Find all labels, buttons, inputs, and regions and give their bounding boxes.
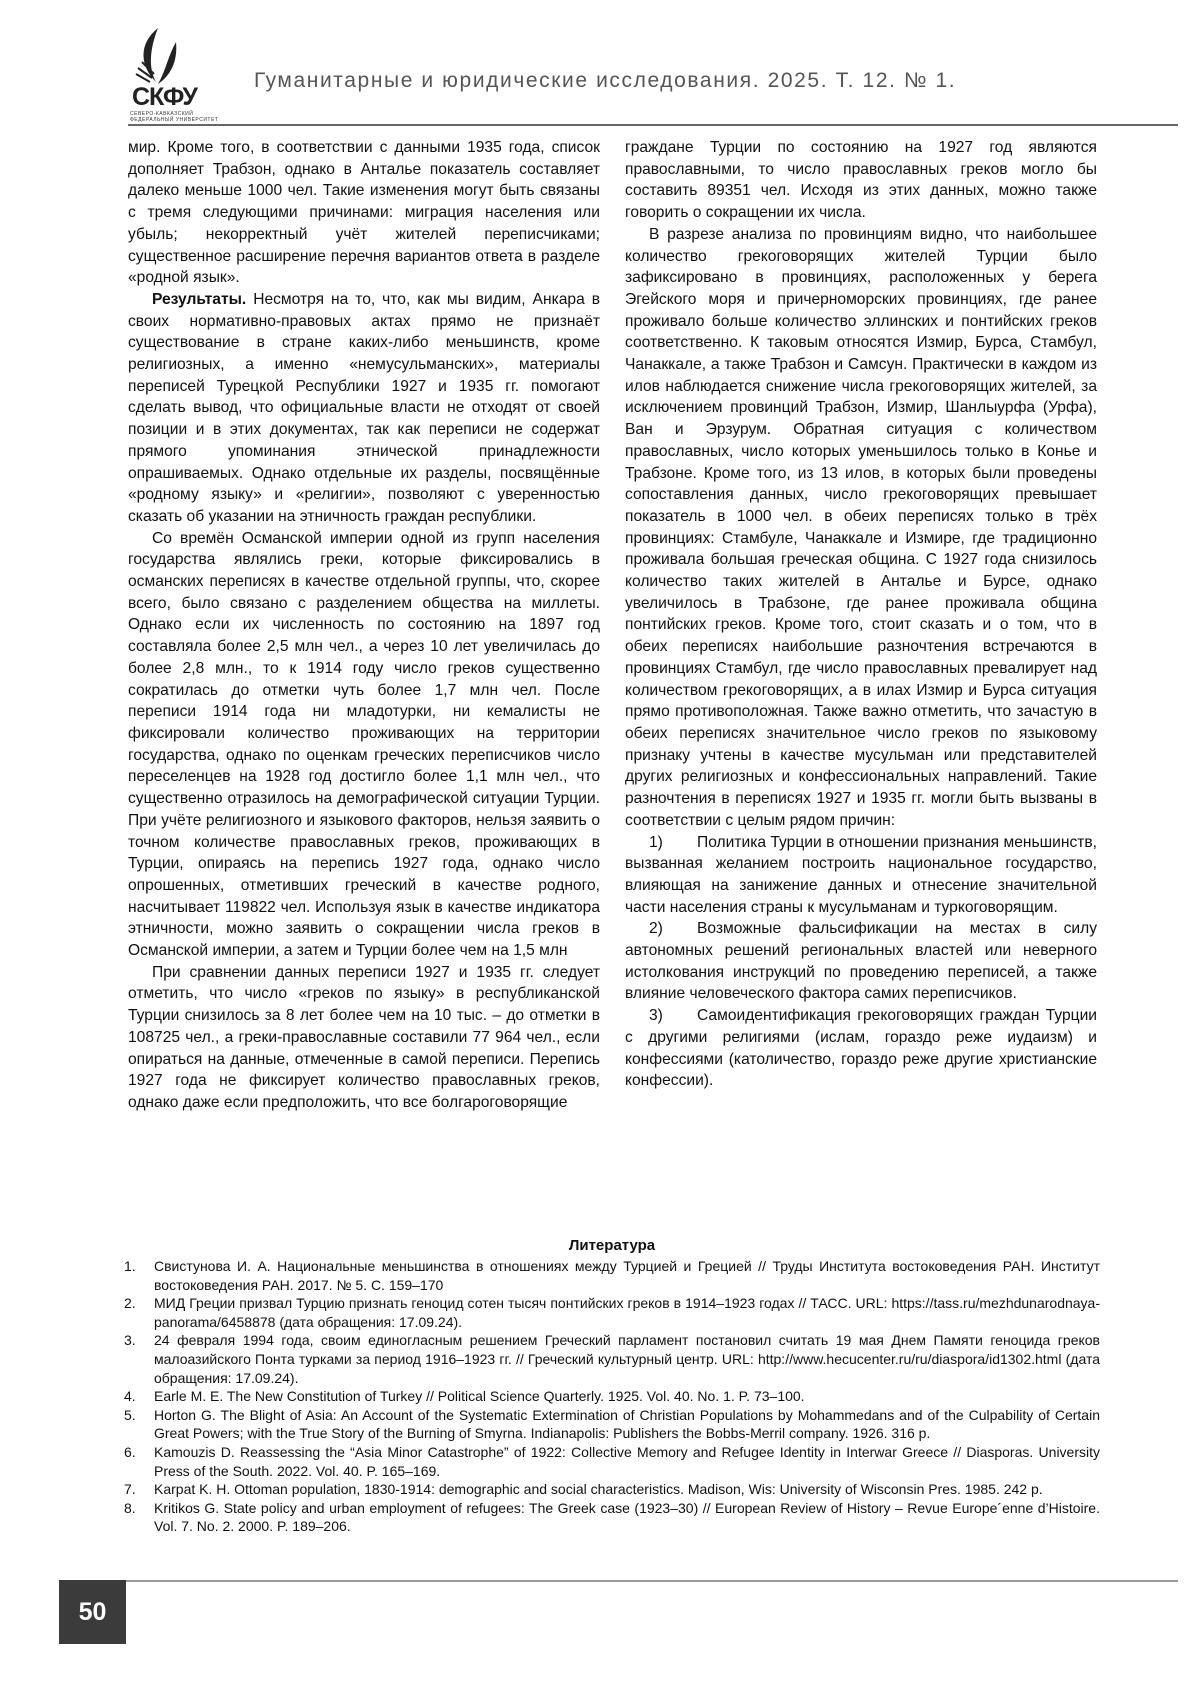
- paragraph-text: Несмотря на то, что, как мы видим, Анкара в своих нормативно-правовых актах прямо не признаёт существование в стране каких-либо меньшинств, кроме религиозных, а именно «немусульманских», материалы переписей Турецкой Республики 1927 и 1935 гг. помогают сделать вывод, что официальные власти не отходят от своей позиции и в этих документах, так как переписи не содержат прямого упоминания этнической принадлежности опрашиваемых. Однако отдельные их разделы, посвящённые «родному языку» и «религии», позволяют с уверенностью сказать об указании на этничность граждан республики.: [128, 291, 600, 525]
- reference-item: [124, 1480, 1100, 1499]
- reference-item: [124, 1294, 1100, 1331]
- reference-text: Kritikos G. State policy and urban employment of refugees: The Greek case (1923–30) // European Review of History – Revue Europe´enne d’Histoire. Vol. 7. No. 2. 2000. P. 189–206.: [154, 1500, 1100, 1535]
- left-column: [128, 137, 600, 1114]
- paragraph: В разрезе анализа по провинциям видно, что наибольшее количество грекоговорящих жителей Турции было зафиксировано в провинциях, расположенных у берега Эгейского моря и причерноморских провинциях, где ранее проживало больше количество эллинских и понтийских греков соответственно. К таковым относятся Измир, Бурса, Стамбул, Чанаккале, а также Трабзон и Самсун. Практически в каждом из илов наблюдается снижение числа грекоговорящих жителей, за исключением провинций Трабзон, Измир, Шанлыурфа (Урфа), Ван и Эрзурум. Обратная ситуация с количеством православных, число которых уменьшилось только в Конье и Трабзоне. Кроме того, из 13 илов, в которых были проведены сопоставления данных, число грекоговорящих превышает показатель в 1000 чел. в обеих переписях только в трёх провинциях: Стамбуле, Чанаккале и Измире, где традиционно проживала большая греческая община. С 1927 года снизилось количество таких жителей в Анталье и Бурсе, однако увеличилось в Трабзоне, где ранее проживала община понтийских греков. Кроме того, стоит сказать и о том, что в обеих переписях наибольшие разночтения встречаются в провинциях Стамбул, где число православных превалирует над количеством грекоговорящих, а в илах Измир и Бурса ситуация прямо противоположная. Также важно отметить, что зачастую в обеих переписях значительное число греков по языковому признаку учтены в качестве мусульман или представителей других религиозных и конфессиональных направлений. Такие разночтения в переписях 1927 и 1935 гг. могли быть вызваны в соответствии с целым рядом причин:: [625, 224, 1097, 832]
- list-item: [625, 1005, 1097, 1092]
- logo-subtitle: СЕВЕРО-КАВКАЗСКИЙ ФЕДЕРАЛЬНЫЙ УНИВЕРСИТЕТ: [130, 111, 230, 123]
- header-divider: [128, 124, 1178, 126]
- list-number: 2): [649, 918, 697, 940]
- phoenix-logo-icon: [128, 26, 238, 88]
- paragraph: [128, 289, 600, 528]
- reference-text: Horton G. The Blight of Asia: An Account of the Systematic Extermination of Christian Populations by Mohammedans and of the Culpability of Certain Great Powers; with the True Story of the Burning of Smyrna. Indianapolis: Publishers the Bobbs-Merril company. 1926. 316 p.: [154, 1407, 1100, 1442]
- reference-item: [124, 1257, 1100, 1294]
- page-number: 50: [59, 1580, 126, 1644]
- list-number: 3): [649, 1005, 697, 1027]
- reference-text: МИД Греции призвал Турцию признать геноцид сотен тысяч понтийских греков в 1914–1923 годах // ТАСС. URL: https://tass.ru/mezhdunarodnaya-panorama/6458878 (дата обращения: 17.09.24).: [154, 1295, 1100, 1330]
- list-item: [625, 918, 1097, 1005]
- results-heading: Результаты.: [152, 291, 246, 308]
- reference-number: 1.: [124, 1257, 136, 1276]
- references-title: Литература: [124, 1236, 1100, 1255]
- list-text: Возможные фальсификации на местах в силу автономных решений региональных властей или неверного истолкования инструкций по проведению переписей, а также влияние человеческого фактора самих переписчиков.: [625, 920, 1097, 1002]
- right-column: [625, 137, 1097, 1092]
- list-item: [625, 832, 1097, 919]
- reference-number: 7.: [124, 1480, 136, 1499]
- reference-text: Kamouzis D. Reassessing the “Asia Minor Catastrophe” of 1922: Collective Memory and Refugee Identity in Interwar Greece // Diasporas. University Press of the South. 2022. Vol. 40. P. 165–169.: [154, 1444, 1100, 1479]
- reference-number: 2.: [124, 1294, 136, 1313]
- list-text: Самоидентификация грекоговорящих граждан Турции с другими религиями (ислам, гораздо реже иудаизм) и конфессиями (католичество, гораздо реже другие христианские конфессии).: [625, 1007, 1097, 1089]
- reference-number: 3.: [124, 1331, 136, 1350]
- paragraph: мир. Кроме того, в соответствии с данными 1935 года, список дополняет Трабзон, однако в Анталье показатель составляет далеко меньше 1000 чел. Такие изменения могут быть связаны с тремя следующими причинами: миграция населения или убыль; некорректный учёт жителей переписчиками; существенное расширение перечня вариантов ответа в разделе «родной язык».: [128, 137, 600, 289]
- logo-text: СКФУ: [132, 84, 197, 110]
- reference-item: [124, 1499, 1100, 1536]
- reference-text: 24 февраля 1994 года, своим единогласным решением Греческий парламент постановил считать 19 мая Днем Памяти геноцида греков малоазийского Понта турками за период 1916–1923 гг. // Греческий культурный центр. URL: http://www.hecucenter.ru/ru/diaspora/id1302.html (дата обращения: 17.09.24).: [154, 1332, 1100, 1385]
- paragraph: Со времён Османской империи одной из групп населения государства являлись греки, которые фиксировались в османских переписях в качестве отдельной группы, что, скорее всего, было связано с разделением общества на миллеты. Однако если их численность по состоянию на 1897 год составляла более 2,5 млн чел., а через 10 лет увеличилась до более 2,8 млн., то к 1914 году число греков существенно сократилась до отметки чуть более 1,7 млн чел. После переписи 1914 года ни младотурки, ни кемалисты не фиксировали количество проживающих на территории государства, однако по оценкам греческих переписчиков число переселенцев на 1928 год достигло более 1,1 млн чел., что существенно отразилось на демографической ситуации Турции. При учёте религиозного и языкового факторов, нельзя заявить о точном количестве православных греков, проживающих в Турции, опираясь на перепись 1927 года, однако число опрошенных, отметивших греческий в качестве родного, насчитывает 119822 чел. Используя язык в качестве индикатора этничности, можно заявить о сокращении числа греков в Османской империи, а затем и Турции более чем на 1,5 млн: [128, 528, 600, 962]
- paragraph: граждане Турции по состоянию на 1927 год являются православными, то число православных греков могло бы составить 89351 чел. Исходя из этих данных, можно также говорить о сокращении их числа.: [625, 137, 1097, 224]
- reference-item: [124, 1406, 1100, 1443]
- reference-text: Свистунова И. А. Национальные меньшинства в отношениях между Турцией и Грецией // Труды Института востоковедения РАН. Институт востоковедения РАН. 2017. № 5. С. 159–170: [154, 1258, 1100, 1293]
- reference-number: 8.: [124, 1499, 136, 1518]
- references-section: [124, 1236, 1100, 1536]
- reference-number: 5.: [124, 1406, 136, 1425]
- reference-item: [124, 1387, 1100, 1406]
- footer-divider: [126, 1580, 1178, 1582]
- list-number: 1): [649, 832, 697, 854]
- reference-item: [124, 1443, 1100, 1480]
- reference-number: 4.: [124, 1387, 136, 1406]
- reference-text: Earle M. E. The New Constitution of Turkey // Political Science Quarterly. 1925. Vol. 40. No. 1. P. 73–100.: [154, 1388, 805, 1404]
- list-text: Политика Турции в отношении признания меньшинств, вызванная желанием построить национальное государство, влияющая на занижение данных и отнесение значительной части населения страны к мусульманам и туркоговорящим.: [625, 834, 1097, 916]
- reference-number: 6.: [124, 1443, 136, 1462]
- reference-text: Karpat K. H. Ottoman population, 1830-1914: demographic and social characteristics. Madison, Wis: University of Wisconsin Pres. 1985. 242 p.: [154, 1481, 1043, 1497]
- journal-title: Гуманитарные и юридические исследования. 2025. Т. 12. № 1.: [254, 68, 956, 94]
- references-list: [124, 1257, 1100, 1536]
- paragraph: При сравнении данных переписи 1927 и 1935 гг. следует отметить, что число «греков по языку» в республиканской Турции снизилось за 8 лет более чем на 10 тыс. – до отметки в 108725 чел., а греки-православные составили 77 964 чел., если опираться на данные, отмеченные в самой переписи. Перепись 1927 года не фиксирует количество православных греков, однако даже если предположить, что все болгароговорящие: [128, 962, 600, 1114]
- reference-item: [124, 1331, 1100, 1387]
